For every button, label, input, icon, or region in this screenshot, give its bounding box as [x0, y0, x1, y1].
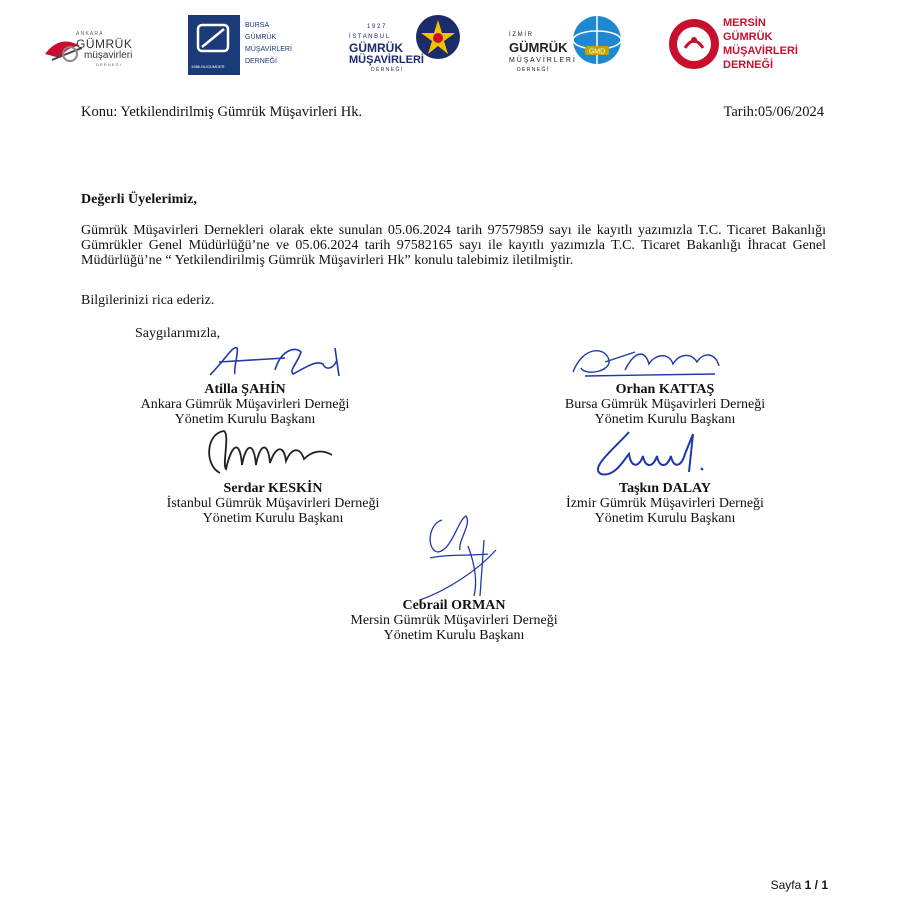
mersin-line-2: GÜMRÜK [723, 31, 773, 43]
signatory-name: Atilla ŞAHİN [204, 382, 286, 397]
signatory-org: Bursa Gümrük Müşavirleri Derneği [564, 397, 766, 412]
page-footer [771, 878, 828, 892]
bursa-mark-icon [188, 15, 240, 63]
istanbul-year: 1 9 2 7 [367, 24, 386, 30]
page-label: Sayfa [770, 878, 805, 892]
letter-body: Gümrük Müşavirleri Dernekleri olarak ekte sunulan 05.06.2024 tarih 97579859 sayı ile kayıtlı yazımızla T.C. Ticaret Bakanlığı Gümrükler Genel Müdürlüğü’ne ve 05.06.2024 tarih 97582165 sayı ile kayıtlı yazımızla T.C. Ticaret Bakanlığı İhracat Genel Müdürlüğü’ne “ Yetkilendirilmiş Gümrük Müşavirleri Hk” konulu talebimiz iletilmiştir. [81, 223, 826, 268]
signature-sahin [205, 340, 355, 385]
signatory-org: İstanbul Gümrük Müşavirleri Derneği [166, 496, 380, 511]
izmir-globe-icon [567, 12, 627, 68]
bursa-line-1: BURSA [245, 22, 270, 29]
letter-info: Bilgilerinizi rica ederiz. [81, 293, 215, 308]
bursa-line-4: DERNEĞİ [245, 58, 277, 65]
mersin-line-3: MÜŞAVİRLERİ [723, 45, 798, 57]
ankara-brand: GÜMRÜK [76, 37, 133, 51]
signatory-name: Cebrail ORMAN [402, 598, 506, 613]
signatory-title: Yönetim Kurulu Başkanı [202, 511, 344, 526]
istanbul-line-3: D E R N E Ğ İ [371, 67, 403, 73]
signatory-block-2 [500, 382, 830, 427]
istanbul-city: İ S T A N B U L [349, 34, 390, 40]
mersin-logo [667, 10, 807, 80]
signatory-org: Mersin Gümrük Müşavirleri Derneği [350, 613, 558, 628]
izmir-line-2: M Ü Ş A V İ R L E R İ [509, 57, 575, 64]
signatory-block-1 [80, 382, 410, 427]
ankara-logo [40, 10, 158, 80]
ankara-sub: müşavirleri [84, 50, 133, 61]
signatory-block-5 [289, 598, 619, 643]
istanbul-line-1: GÜMRÜK [349, 41, 403, 55]
signatory-name: Taşkın DALAY [619, 481, 711, 496]
bursa-line-2: GÜMRÜK [245, 34, 277, 41]
mersin-seal-icon [667, 14, 721, 74]
izmir-line-1: GÜMRÜK [509, 40, 568, 55]
izmir-line-3: D E R N E Ğ İ [517, 67, 549, 73]
istanbul-logo [345, 10, 465, 80]
signatory-org: Ankara Gümrük Müşavirleri Derneği [140, 397, 350, 412]
signature-dalay [585, 428, 710, 480]
bursa-founded: 1986-BUGÜMDER [191, 64, 225, 69]
bursa-logo [188, 10, 292, 80]
izmir-logo [505, 10, 635, 80]
istanbul-line-2: MÜŞAVİRLERİ [349, 54, 424, 66]
page-number: 1 / 1 [804, 878, 828, 892]
signatory-org: İzmir Gümrük Müşavirleri Derneği [566, 496, 764, 511]
izmir-city: İ Z M İ R [509, 32, 532, 38]
signatory-title: Yönetim Kurulu Başkanı [594, 412, 736, 427]
signature-kattas [565, 342, 735, 382]
izmir-badge: GMD [588, 48, 606, 56]
signatory-name: Serdar KESKİN [223, 481, 323, 496]
letter-greeting: Değerli Üyelerimiz, [81, 192, 197, 207]
signature-keskin [200, 425, 340, 480]
signatory-name: Orhan KATTAŞ [615, 382, 715, 397]
signatory-title: Yönetim Kurulu Başkanı [594, 511, 736, 526]
bursa-emblem [188, 15, 240, 75]
letter-closing: Saygılarımızla, [135, 326, 221, 341]
signatory-block-3 [108, 481, 438, 526]
mersin-line-4: DERNEĞİ [723, 59, 774, 71]
letter-subject: Konu: Yetkilendirilmiş Gümrük Müşavirleri Hk. [81, 104, 363, 120]
mersin-line-1: MERSİN [723, 17, 766, 29]
letter-date: Tarih:05/06/2024 [723, 104, 824, 120]
signatory-title: Yönetim Kurulu Başkanı [383, 628, 525, 643]
ankara-small: A N K A R A [76, 31, 103, 37]
bursa-line-3: MÜŞAVİRLERİ [245, 46, 292, 53]
ankara-tail: D E R N E Ğ İ [96, 62, 121, 67]
signatory-title: Yönetim Kurulu Başkanı [174, 412, 316, 427]
signatory-block-4 [500, 481, 830, 526]
